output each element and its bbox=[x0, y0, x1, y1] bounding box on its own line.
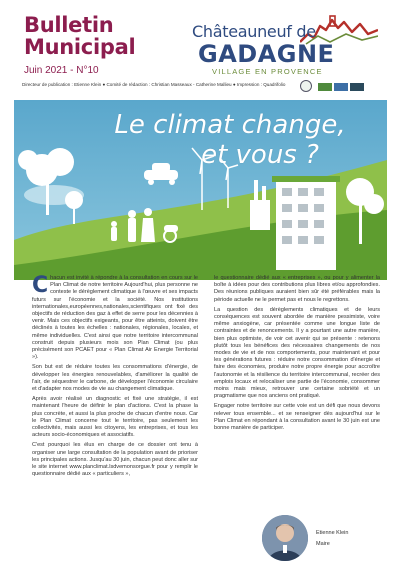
logo-town-name-main: GADAGNE bbox=[198, 40, 335, 68]
signer-name: Etienne Klein bbox=[316, 530, 349, 536]
bulletin-title-line-1: Bulletin bbox=[24, 13, 114, 37]
town-logo bbox=[192, 12, 382, 78]
publication-credits: Directeur de publication : Etienne Klein ● Comité de rédaction : Christian Masseaux - Catherine Mallieu ● Impression : Quadrifolio bbox=[22, 82, 286, 87]
headline bbox=[80, 110, 380, 170]
bulletin-title-line-2: Municipal bbox=[24, 35, 136, 59]
article-paragraph: C'est pourquoi les élus en charge de ce dossier ont tenu à organiser une large consultation de la population avant de prioriser les principales actions. Jusqu'au 30 juin, chacun peut donc aller sur le site internet www.planclimat.lsdvemonsorgue.fr pour y remplir le questionnaire dédié aux « particuliers », bbox=[32, 442, 198, 478]
editorial-article bbox=[32, 275, 380, 560]
signer-role: Maire bbox=[316, 541, 330, 547]
swatch-teal bbox=[350, 83, 364, 91]
logo-tagline: VILLAGE EN PROVENCE bbox=[212, 67, 323, 76]
article-paragraph: Son but est de réduire toutes les consommations d'énergie, de développer les énergies renouvelables, d'améliorer la qualité de l'air, de séquestrer le carbone, de développer l'économie circulaire et d'adapter nos modes de vie au changement climatique. bbox=[32, 364, 198, 393]
swatch-green bbox=[318, 83, 332, 91]
article-column-left bbox=[32, 275, 198, 481]
logo-town-name-top: Châteauneuf de bbox=[192, 22, 316, 41]
article-column-right bbox=[214, 275, 380, 435]
article-paragraph: Après avoir réalisé un diagnostic et fixé une stratégie, il est maintenant l'heure de définir le plan d'actions. C'est la phase la plus concrète, et aussi la plus proche de chacun d'entre nous. Car le Plan Climat concerne tout le territoire, pas seulement les collectivités, mais aussi les citoyens, les entreprises, et tous les acteurs socio-économiques et associatifs. bbox=[32, 396, 198, 439]
paragraph-text: hacun est invité à répondre à la consultation en cours sur le Plan Climat de notre territoire Aujourd'hui, plus personne ne conteste le dérèglement climatique à l'œuvre et ses impacts futurs sur l'économie et la société. Nos institutions internationales,européennes,nationales,scientifiques ont fixé des objectifs de réduction des gaz à effet de serre pour les décennies à venir. Mais ces objectifs exigeants, pour être atteints, doivent être déclinés à toutes les échelles : nationales, régionales, locales, et même individuelles. C'est ainsi que notre territoire intercommunal construit depuis plusieurs mois son Plan Climat (ou plus précisément son PCAET pour « Plan Climat Air Energie Territorial »). bbox=[32, 275, 198, 361]
article-paragraph: le questionnaire dédié aux « entreprises », ou pour y alimenter la boîte à idées pour des contributions plus libres et/ou approfondies. Des réunions publiques auraient bien sûr été préférables mais la période actuelle ne le permet pas et nous le regrettons. bbox=[214, 275, 380, 303]
mayor-portrait bbox=[262, 515, 308, 561]
headline-line-1: Le climat change, bbox=[114, 110, 346, 140]
color-swatches bbox=[318, 83, 364, 91]
headline-line-2: et vous ? bbox=[201, 140, 319, 170]
article-paragraph bbox=[32, 275, 198, 361]
article-paragraph: La question des dérèglements climatiques et de leurs conséquences est souvent abordée de manière pessimiste, voire même anxiogène, car présentée comme une longue liste de contraintes et de renoncements. Il y a pourtant une autre manière, bien plus optimiste, de voir cet avenir qui se présente : retenons plutôt tous les bénéfices des nécessaires changements de nos modes de vie et de nos comportements, pour maintenant et pour les générations futures : réduire notre consommation d'énergie et faire des économies, produire notre propre énergie pour accroître l'autonomie et la résilience du territoire intercommunal, recréer des emplois locaux et relocaliser une partie de l'économie, consommer moins mais mieux, retrouver une certaine sobriété et un pragmatisme que nos anciens ont pratiqué. bbox=[214, 306, 380, 400]
page-header bbox=[0, 0, 400, 100]
drop-cap: C bbox=[32, 273, 49, 298]
issue-number: Juin 2021 - N°10 bbox=[24, 65, 99, 76]
commune-seal-icon bbox=[300, 80, 312, 92]
swatch-blue bbox=[334, 83, 348, 91]
article-paragraph: Engager notre territoire sur cette voie est un défi que nous devons relever tous ensemble... et se renseigner dès aujourd'hui sur le Plan Climat en répondant à la consultation avant le 30 juin est une bonne manière de participer. bbox=[214, 403, 380, 432]
bulletin-title bbox=[24, 14, 135, 58]
